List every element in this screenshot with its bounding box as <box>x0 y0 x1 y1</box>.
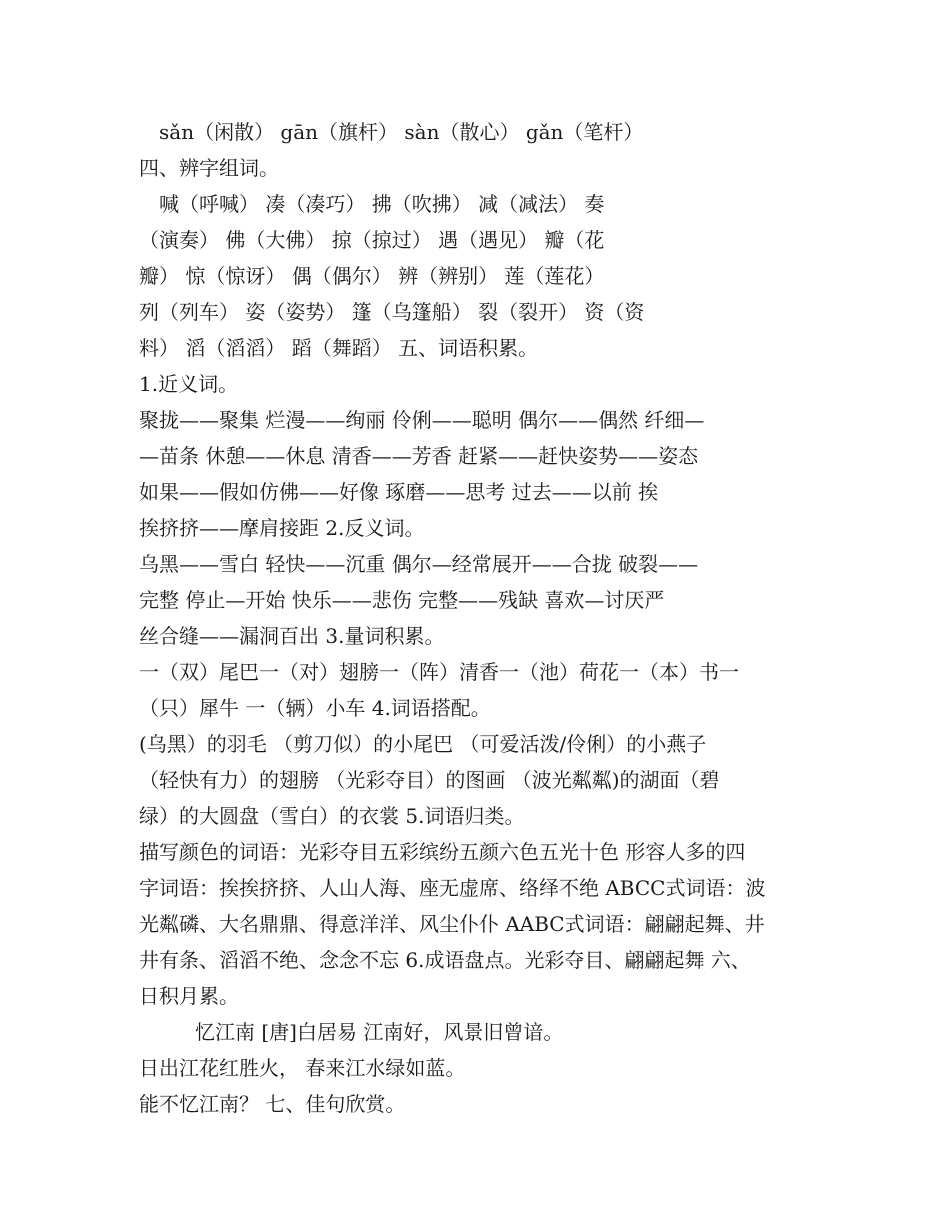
poem-line: 日出江花红胜火， 春来江水绿如蓝。 <box>139 1056 466 1080</box>
text-line: 字词语：挨挨挤挤、人山人海、座无虚席、络绎不绝 ABCC式词语：波 <box>139 876 766 900</box>
text-line: 聚拢——聚集 烂漫——绚丽 伶俐——聪明 偶尔——偶然 纤细— <box>139 408 705 432</box>
section-heading-4: 四、辨字组词。 <box>139 156 279 180</box>
text-line: 乌黑——雪白 轻快——沉重 偶尔—经常展开——合拢 破裂—— <box>139 552 699 576</box>
text-line: 光粼磷、大名鼎鼎、得意洋洋、风尘仆仆 AABC式词语：翩翩起舞、井 <box>139 912 765 936</box>
text-line: 挨挤挤——摩肩接距 2.反义词。 <box>139 516 425 540</box>
text-line: （只）犀牛 一（辆）小车 4.词语搭配。 <box>139 696 491 720</box>
text-line: 料） 滔（滔滔） 蹈（舞蹈） 五、词语积累。 <box>139 336 539 360</box>
text-line: 喊（呼喊） 凑（凑巧） 拂（吹拂） 减（减法） 奏 <box>159 192 605 216</box>
poem-line: 能不忆江南？ 七、佳句欣赏。 <box>139 1092 406 1116</box>
text-line: 如果——假如仿佛——好像 琢磨——思考 过去——以前 挨 <box>139 480 659 504</box>
text-line: 瓣） 惊（惊讶） 偶（偶尔） 辨（辨别） 莲（莲花） <box>139 264 605 288</box>
text-line: （轻快有力）的翅膀 （光彩夺目）的图画 （波光粼粼)的湖面（碧 <box>139 768 720 792</box>
poem-title-line: 忆江南 [唐]白居易 江南好，风景旧曾谙。 <box>195 1020 564 1044</box>
subheading-synonyms: 1.近义词。 <box>139 372 239 396</box>
document-body <box>139 114 813 1122</box>
text-line: 描写颜色的词语：光彩夺目五彩缤纷五颜六色五光十色 形容人多的四 <box>139 840 746 864</box>
text-line: （演奏） 佛（大佛） 掠（掠过） 遇（遇见） 瓣（花 <box>139 228 605 252</box>
text-line: 日积月累。 <box>139 984 239 1008</box>
text-line: 井有条、滔滔不绝、念念不忘 6.成语盘点。光彩夺目、翩翩起舞 六、 <box>139 948 751 972</box>
text-line: 绿）的大圆盘（雪白）的衣裳 5.词语归类。 <box>139 804 525 828</box>
text-line: 完整 停止—开始 快乐——悲伤 完整——残缺 喜欢—讨厌严 <box>139 588 665 612</box>
text-line: (乌黑）的羽毛 （剪刀似）的小尾巴 （可爱活泼/伶俐）的小燕子 <box>139 732 707 756</box>
text-line: 列（列车） 姿（姿势） 篷（乌篷船） 裂（裂开） 资（资 <box>139 300 645 324</box>
pinyin-line: sǎn（闲散） gān（旗杆） sàn（散心） gǎn（笔杆） <box>159 120 644 144</box>
text-line: 丝合缝——漏洞百出 3.量词积累。 <box>139 624 445 648</box>
text-line: 一（双）尾巴一（对）翅膀一（阵）清香一（池）荷花一（本）书一 <box>139 660 739 684</box>
text-line: —苗条 休憩——休息 清香——芳香 赶紧——赶快姿势——姿态 <box>139 444 699 468</box>
